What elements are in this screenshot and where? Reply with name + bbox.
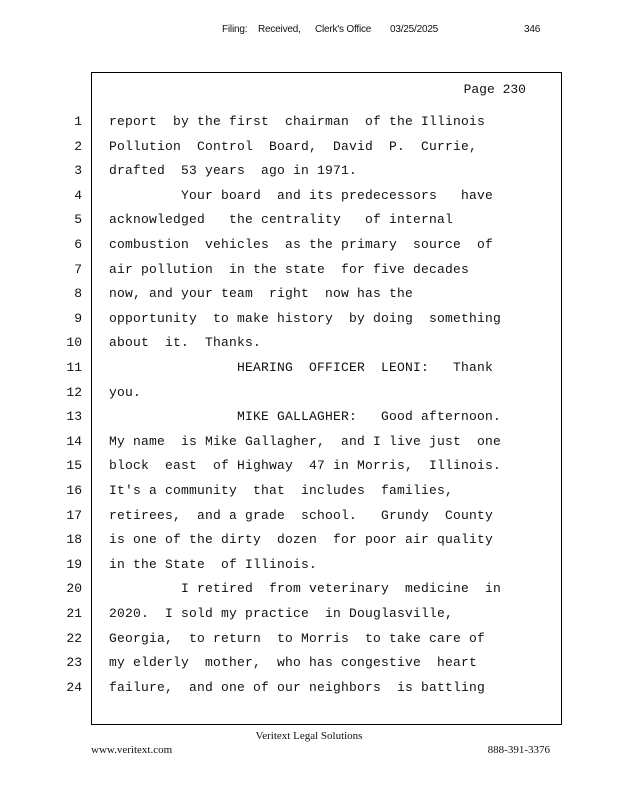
filing-page-number: 346 bbox=[524, 24, 541, 35]
line-number: 7 bbox=[74, 261, 82, 277]
line-number: 11 bbox=[66, 360, 82, 375]
filing-date: 03/25/2025 bbox=[390, 24, 439, 35]
office-label: Clerk's Office bbox=[315, 24, 372, 35]
line-number: 15 bbox=[66, 458, 82, 474]
transcript-page-label: Page 230 bbox=[463, 82, 526, 97]
transcript-line-text: retirees, and a grade school. Grundy County bbox=[109, 507, 494, 523]
transcript-line-text: It's a community that includes families, bbox=[109, 483, 454, 498]
footer-website: www.veritext.com bbox=[91, 744, 173, 756]
transcript-line-text: MIKE GALLAGHER: Good afternoon. bbox=[109, 409, 502, 425]
line-number: 1 bbox=[74, 114, 82, 129]
line-number: 17 bbox=[66, 507, 82, 523]
transcript-line-text: air pollution in the state for five decades bbox=[109, 261, 470, 277]
transcript-line-text: in the State of Illinois. bbox=[109, 556, 318, 572]
footer-company: Veritext Legal Solutions bbox=[255, 730, 363, 742]
transcript-line-text: combustion vehicles as the primary source of bbox=[109, 237, 494, 252]
filing-label: Filing: bbox=[222, 24, 248, 35]
line-number: 16 bbox=[66, 483, 82, 498]
transcript-line-text: failure, and one of our neighbors is battling bbox=[109, 679, 486, 695]
transcript-line-text: is one of the dirty dozen for poor air quality bbox=[109, 532, 494, 548]
transcript-line-text: drafted 53 years ago in 1971. bbox=[109, 163, 358, 179]
transcript-line-text: I retired from veterinary medicine in bbox=[109, 581, 502, 597]
transcript-line-text: my elderly mother, who has congestive heart bbox=[109, 655, 478, 671]
line-number: 18 bbox=[66, 532, 82, 548]
transcript-line-text: opportunity to make history by doing something bbox=[109, 310, 502, 326]
line-number: 20 bbox=[66, 581, 82, 597]
line-number: 9 bbox=[74, 310, 82, 326]
line-number: 22 bbox=[66, 630, 82, 646]
line-number: 10 bbox=[66, 335, 82, 351]
transcript-line-text: acknowledged the centrality of internal bbox=[109, 212, 454, 228]
transcript-line-text: Georgia, to return to Morris to take care of bbox=[109, 630, 486, 646]
received-label: Received, bbox=[258, 24, 301, 35]
transcript-line-text: 2020. I sold my practice in Douglasville, bbox=[109, 606, 454, 621]
line-number: 14 bbox=[66, 433, 82, 449]
line-number: 8 bbox=[74, 286, 82, 302]
line-number: 4 bbox=[74, 187, 82, 203]
line-number: 24 bbox=[66, 679, 82, 695]
transcript-line-text: now, and your team right now has the bbox=[109, 286, 414, 302]
line-number: 12 bbox=[66, 384, 82, 400]
footer-phone: 888-391-3376 bbox=[487, 744, 550, 756]
transcript-line-text: about it. Thanks. bbox=[109, 335, 262, 351]
transcript-line-text: block east of Highway 47 in Morris, Illinois. bbox=[109, 458, 502, 474]
transcript-line-text: My name is Mike Gallagher, and I live just one bbox=[109, 433, 502, 449]
line-number: 21 bbox=[66, 606, 82, 621]
transcript-line-text: HEARING OFFICER LEONI: Thank bbox=[109, 360, 494, 375]
line-number: 3 bbox=[74, 163, 82, 179]
line-number: 13 bbox=[66, 409, 82, 425]
transcript-line-text: Pollution Control Board, David P. Currie, bbox=[109, 138, 478, 154]
line-number: 2 bbox=[74, 138, 82, 154]
line-number: 23 bbox=[66, 655, 82, 671]
transcript-line-text: report by the first chairman of the Illinois bbox=[109, 114, 486, 129]
transcript-line-text: you. bbox=[109, 384, 142, 400]
line-number: 19 bbox=[66, 556, 82, 572]
line-number: 5 bbox=[74, 212, 82, 228]
transcript-line-text: Your board and its predecessors have bbox=[109, 187, 494, 203]
line-number: 6 bbox=[74, 237, 82, 252]
